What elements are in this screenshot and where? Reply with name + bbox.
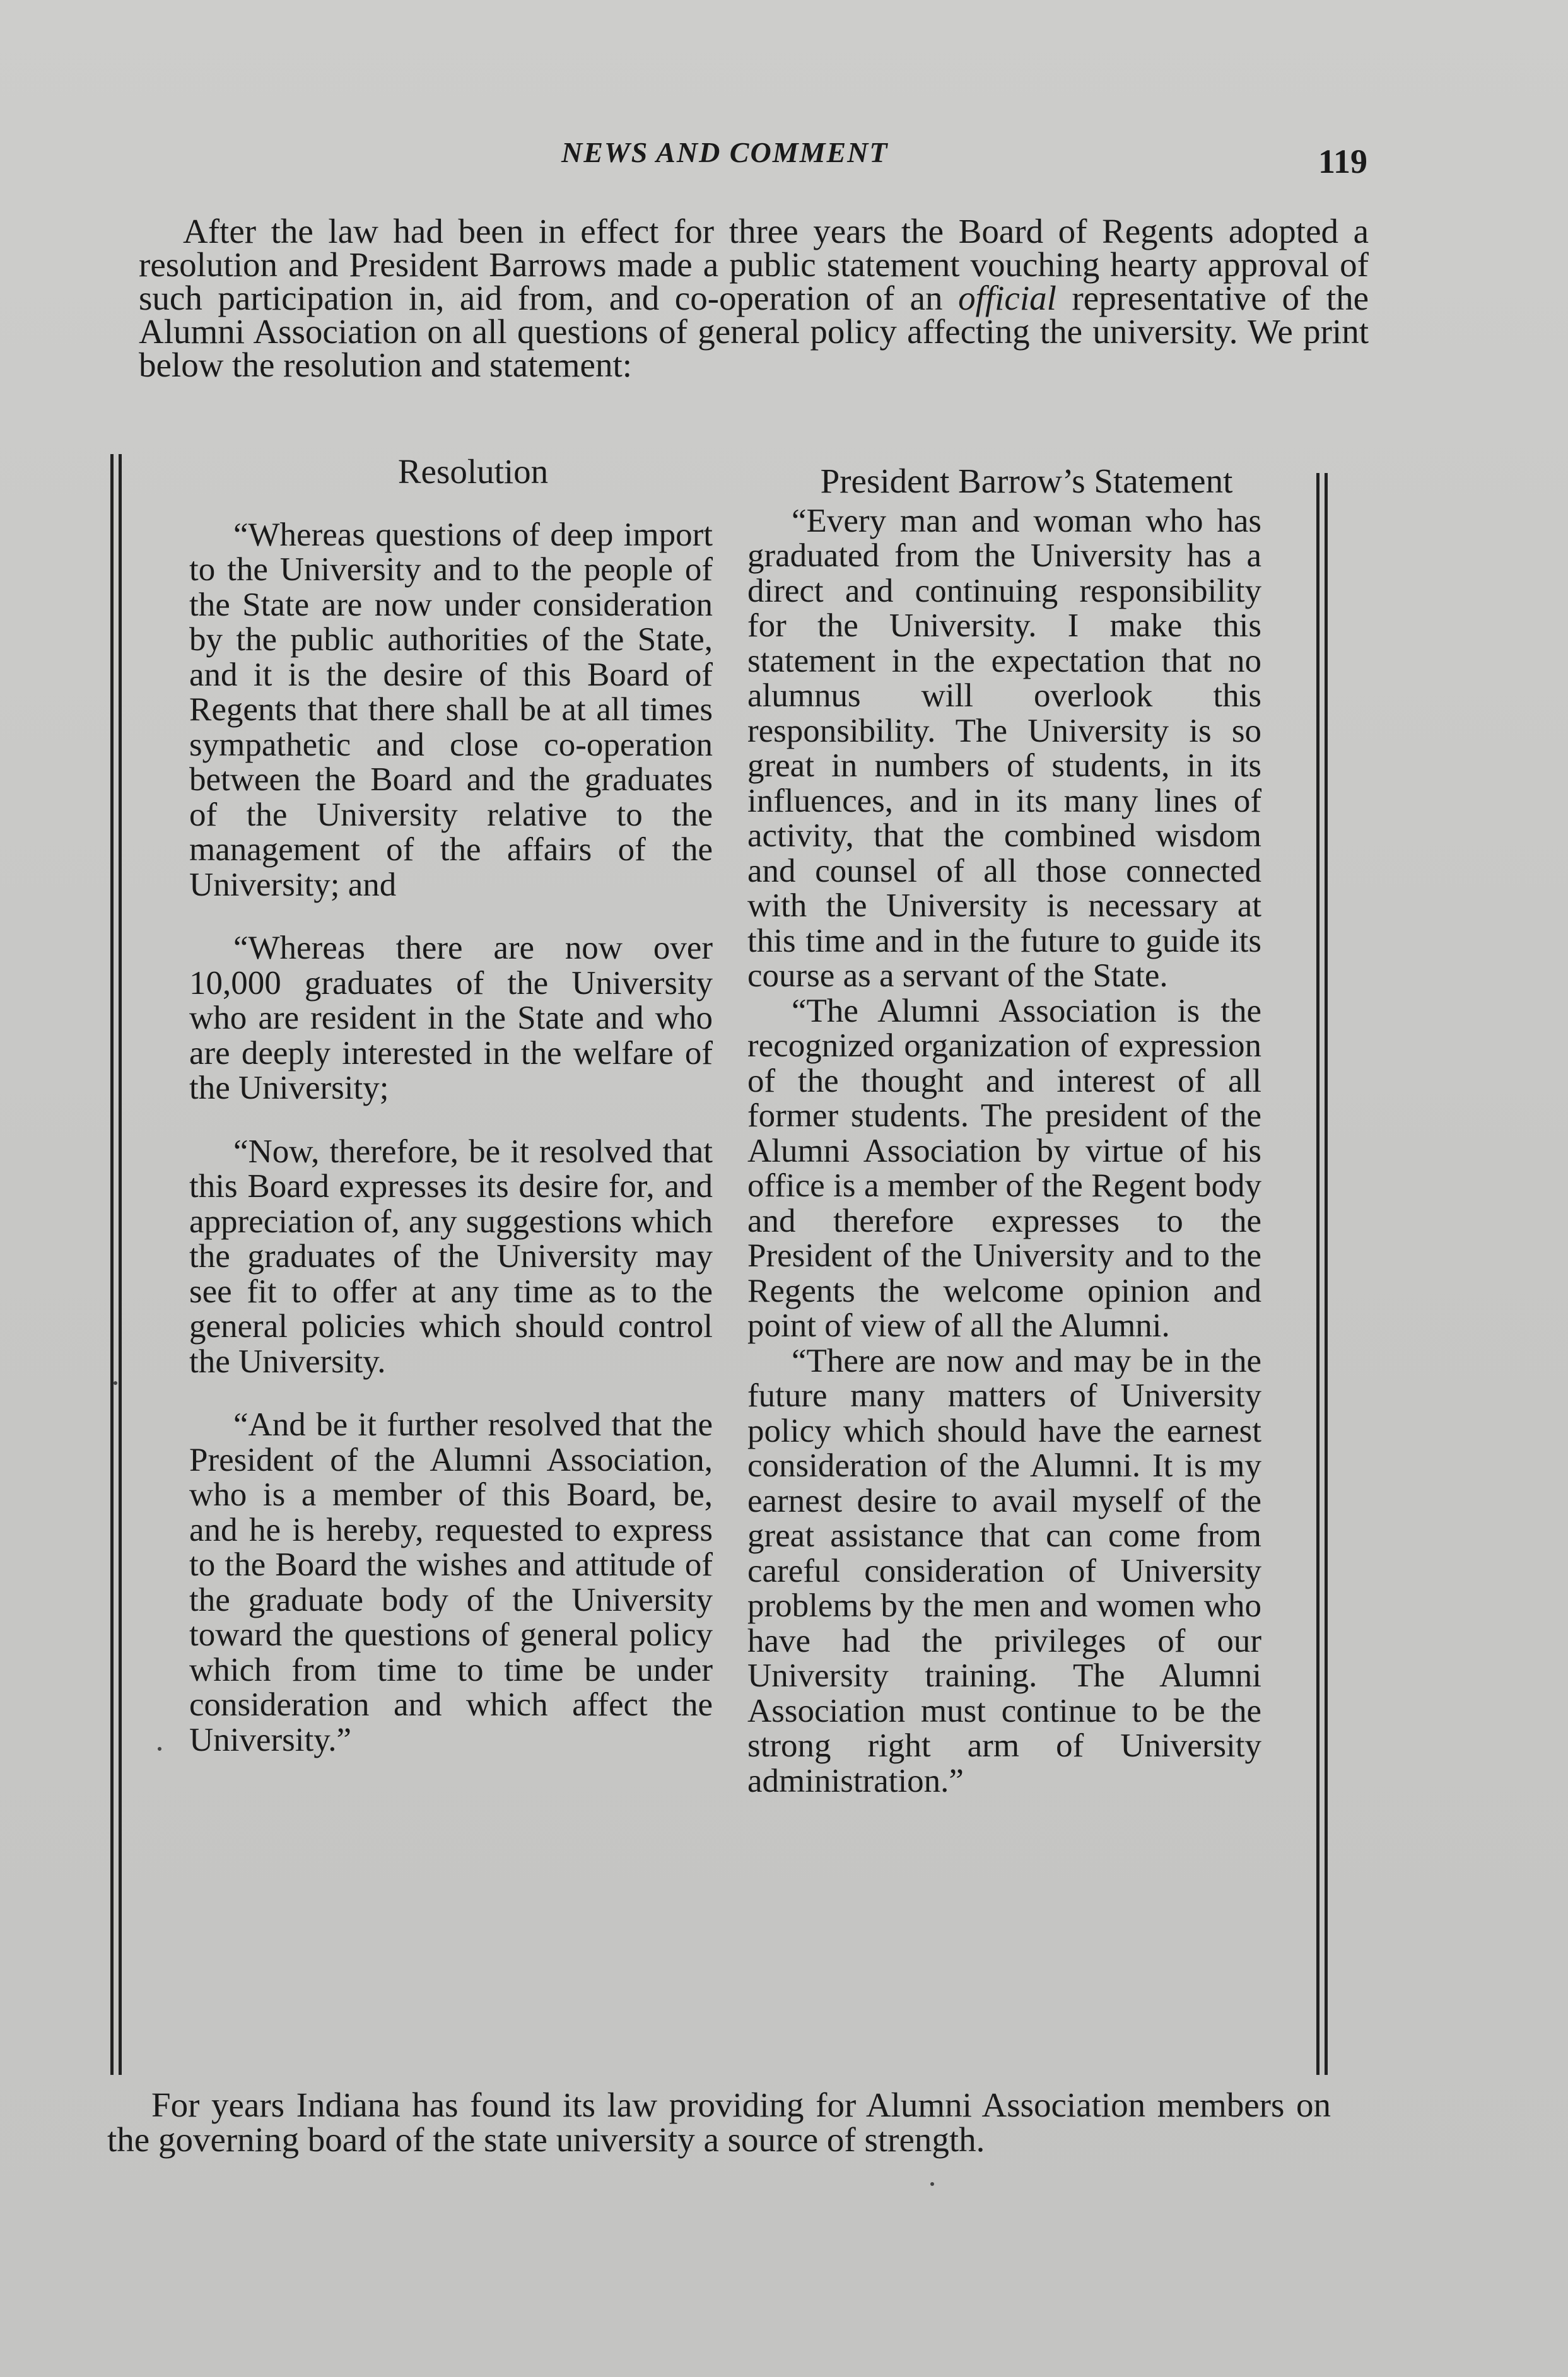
resolution-paragraph: “Whereas questions of deep import to the University and to the people of the State are now under consideration by the public authorities of the State, and it is the desire of this Board of Regents that there shall be at all times sympathetic and close co-operation between the Board and the graduates of the University relative to the management of the affairs of the University; and	[189, 516, 713, 903]
statement-paragraph: “The Alumni Association is the recognized organization of expression of the thought and interest of all former students. The president of the Alumni Association by virtue of his office is a member of the Regent body and therefore expresses to the President of the University and to the Regents the welcome opinion and point of view of all the Alumni.	[747, 992, 1261, 1344]
resolution-paragraph: “Now, therefore, be it resolved that this Board expresses its desire for, and appreciation of, any suggestions which the graduates of the University may see fit to offer at any time as to the general policies which should control the University.	[189, 1133, 713, 1380]
page-number: 119	[1318, 143, 1368, 180]
resolution-column	[189, 454, 820, 1786]
statement-heading: President Barrow’s Statement	[820, 462, 1233, 500]
double-rule-left-inner	[119, 454, 122, 2075]
resolution-paragraph: “And be it further resolved that the President of the Alumni Association, who is a member of this Board, be, and he is hereby, requested to express to the Board the wishes and attitude of the graduate body of the University toward the questions of general policy which from time to time be under consideration and which affect the University.”	[189, 1406, 713, 1758]
paper-speck	[930, 2182, 934, 2186]
double-rule-right-inner	[1316, 473, 1319, 2075]
paper-speck	[158, 1747, 161, 1751]
intro-text-end: representative of the Alumni Association on all questions of general policy affecting the university. We print below the resolution and statement:	[139, 279, 1369, 384]
statement-column	[747, 464, 1261, 1799]
statement-paragraph: “There are now and may be in the future many matters of University policy which should have the earnest consideration of the Alumni. It is my earnest desire to avail myself of the great assistance that can come from careful consideration of University problems by the men and women who have had the privileges of our University training. The Alumni Association must continue to be the strong right arm of University administration.”	[747, 1342, 1261, 1799]
double-rule-left	[110, 454, 114, 2075]
double-rule-right	[1325, 473, 1328, 2075]
intro-paragraph	[139, 214, 1369, 382]
resolution-heading: Resolution	[397, 452, 549, 491]
resolution-paragraph: “Whereas there are now over 10,000 graduates of the University who are resident in the State and who are deeply interested in the welfare of the University;	[189, 930, 713, 1106]
closing-paragraph: For years Indiana has found its law providing for Alumni Association members on the governing board of the state university a source of strength.	[107, 2086, 1331, 2159]
two-column-box	[110, 454, 1328, 2075]
intro-emphasis: official	[958, 279, 1056, 317]
paper-speck	[114, 1381, 117, 1385]
statement-paragraph: “Every man and woman who has graduated from the University has a direct and continuing responsibility for the University. I make this statement in the expectation that no alumnus will overlook this responsibility. The University is so great in numbers of students, in its influences, and in its many lines of activity, that the combined wisdom and counsel of all those connected with the University is necessary at this time and in the future to guide its course as a servant of the State.	[747, 502, 1261, 994]
running-head: NEWS AND COMMENT	[561, 136, 889, 168]
intro-text-start: After the law had been in effect for three years the Board of Regents adopted a resolution and President Barrows made a public statement vouching hearty approval of such participation in, aid from, and co-operation of an	[139, 212, 1369, 317]
